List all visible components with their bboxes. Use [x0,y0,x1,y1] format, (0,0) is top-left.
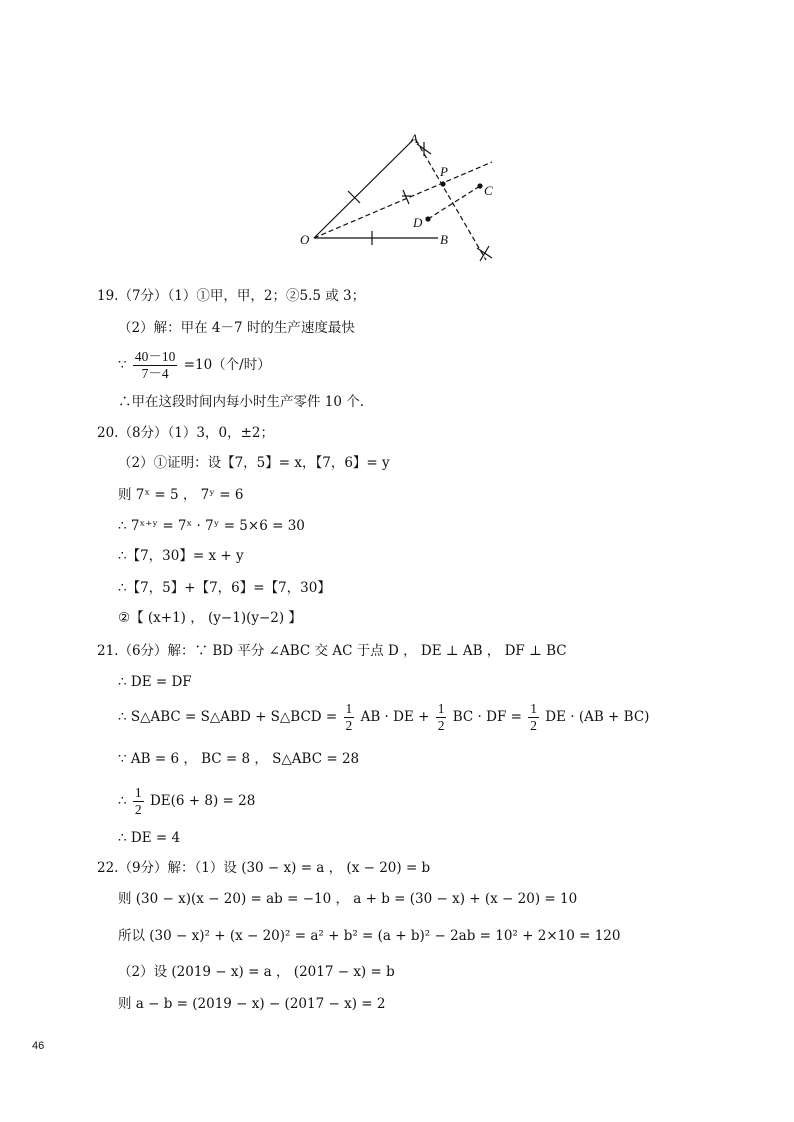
label-o: O [300,232,310,247]
q20-line1: （2）①证明：设【7，5】= x，【7，6】= y [118,455,390,471]
q19-conclusion: ∴甲在这段时间内每小时生产零件 10 个. [118,394,365,410]
q21-head: 21.（6分）解：∵ BD 平分 ∠ABC 交 AC 于点 D ， DE ⊥ AB ， DF ⊥ BC [97,643,567,659]
half-num: 1 [437,701,445,716]
q21-line3: ∵ AB = 6 ， BC = 8 ， S△ABC = 28 [118,751,360,767]
half-num: 1 [134,785,142,800]
q22-line1: 则 (30 − x)(x − 20) = ab = −10 ， a + b = (30 − x) + (x − 20) = 10 [118,891,578,907]
q21-line2 [118,700,649,734]
half-num: 1 [345,701,353,716]
q22-head: 22.（9分）解：（1）设 (30 − x) = a ， (x − 20) = b [97,860,431,876]
q19-result: =10（个/时） [183,357,271,373]
q22-line3: （2）设 (2019 − x) = a ， (2017 − x) = b [118,964,395,980]
half-num: 1 [530,701,537,716]
q19-head: 19.（7分）（1）①甲，甲，2；②5.5 或 3； [97,288,366,304]
q22-line4: 则 a − b = (2019 − x) − (2017 − x) = 2 [118,996,386,1012]
q21-line1: ∴ DE = DF [118,674,192,690]
q19-denominator: 7－4 [141,366,169,381]
therefore-symbol: ∴ [118,793,127,809]
label-a: A [410,131,418,146]
q20-line3: ∴ 7ˣ⁺ʸ = 7ˣ · 7ʸ = 5×6 = 30 [118,518,305,534]
half-den: 2 [530,718,537,733]
q21-area-sum: ∴ S△ABC = S△ABD + S△BCD = [118,709,338,725]
half-den: 2 [134,802,142,817]
q21-line5: ∴ DE = 4 [118,830,181,846]
because-symbol: ∵ [118,357,127,373]
q21-line4 [118,784,255,818]
q20-line2: 则 7ˣ = 5 ， 7ʸ = 6 [118,487,244,503]
label-c: C [484,183,493,198]
geometry-figure [290,128,510,273]
q21-term-b: BC · DF = [452,709,522,725]
q20-line5: ∴【7，5】+【7，6】=【7，30】 [118,580,331,596]
half-fraction-1 [344,701,355,734]
half-fraction-2 [436,701,447,734]
half-fraction-4 [133,785,144,818]
label-d: D [413,215,423,230]
label-p: P [440,164,448,179]
q21-term-a: AB · DE + [360,709,430,725]
q22-line2: 所以 (30 − x)² + (x − 20)² = a² + b² = (a + b)² − 2ab = 10² + 2×10 = 120 [118,928,621,944]
q19-calc [118,348,271,382]
page-number: 46 [32,1040,45,1052]
q21-term-c: DE · (AB + BC) [545,709,650,725]
q19-fraction [133,349,178,382]
q20-line4: ∴【7，30】= x + y [118,548,244,564]
half-den: 2 [437,718,445,733]
half-den: 2 [345,718,353,733]
q20-line6: ②【 (x+1) ， (y−1)(y−2) 】 [118,610,302,626]
label-b: B [440,232,448,247]
angle-bisector-diagram [290,128,510,273]
q21-eq: DE(6 + 8) = 28 [149,793,256,809]
q19-part2: （2）解：甲在 4－7 时的生产速度最快 [118,320,355,336]
q20-head: 20.（8分）（1）3，0，±2； [97,425,274,441]
half-fraction-3 [528,701,539,734]
q19-numerator: 40－10 [134,349,176,364]
